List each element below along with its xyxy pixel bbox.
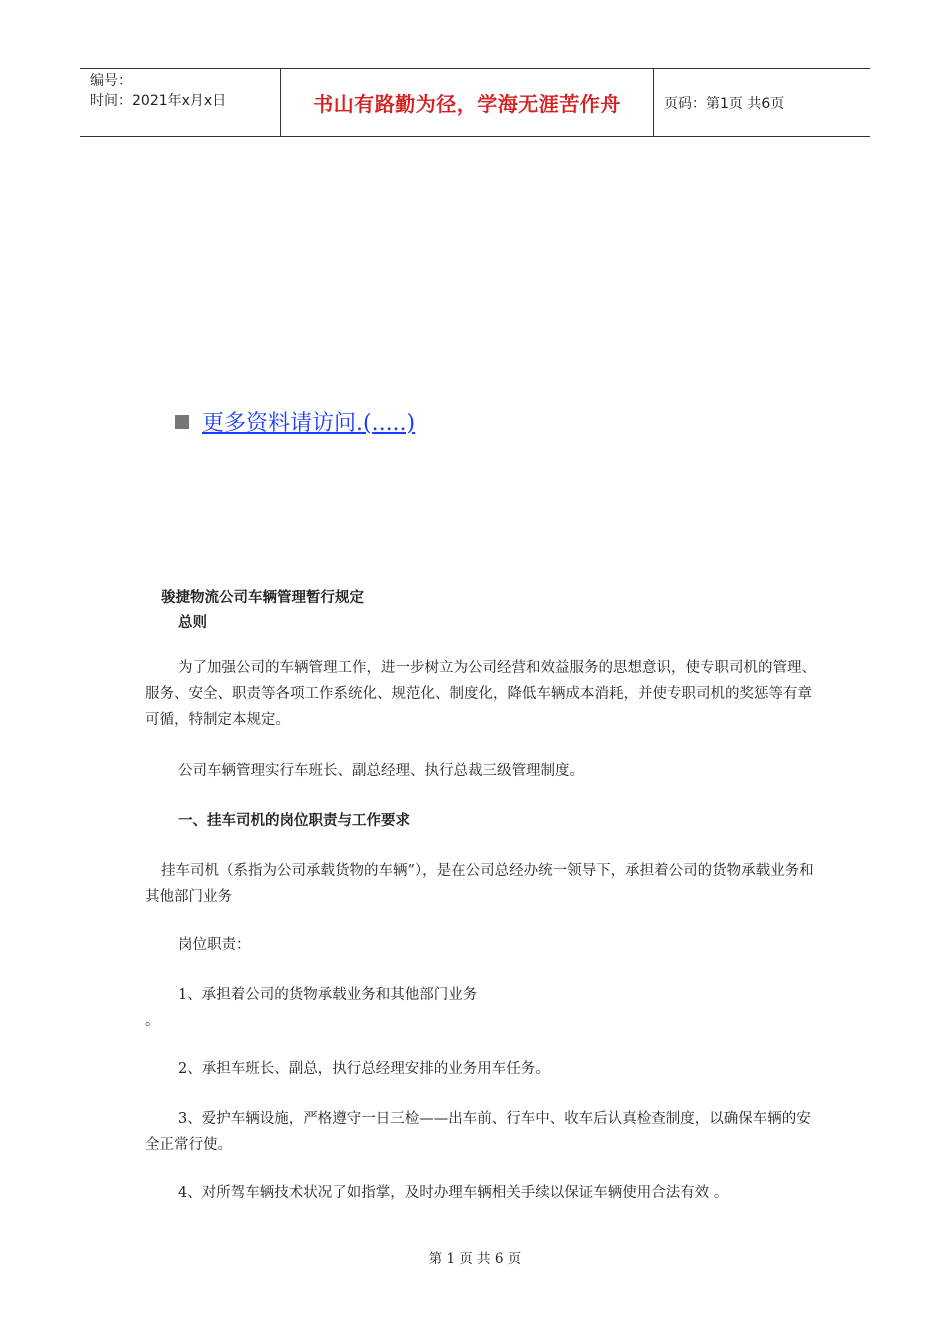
time-label: 时间：2021年x月x日 <box>90 93 227 109</box>
header-page-label: 页码：第1页 共6页 <box>664 95 785 112</box>
heading-driver-duties: 一、挂车司机的岗位职责与工作要求 <box>178 813 410 829</box>
section-title-general: 总则 <box>178 615 207 631</box>
duty-item-1-end: 。 <box>145 1013 160 1029</box>
duty-item-4: 4、对所驾车辆技术状况了如指掌，及时办理车辆相关手续以保证车辆使用合法有效 。 <box>178 1185 729 1201</box>
document-title: 骏捷物流公司车辆管理暂行规定 <box>161 590 364 606</box>
paragraph-driver-definition: 挂车司机（系指为公司承载货物的车辆”），是在公司总经办统一领导下，承担着公司的货物承载业务和其他部门业务 <box>145 863 814 905</box>
paragraph-purpose: 为了加强公司的车辆管理工作，进一步树立为公司经营和效益服务的思想意识，使专职司机的管理、服务、安全、职责等各项工作系统化、规范化、制度化，降低车辆成本消耗，并使专职司机的奖惩等有章可循，特制定本规定。 <box>145 660 816 728</box>
more-resources-link[interactable]: 更多资料请访问.(.....) <box>202 411 416 436</box>
page-footer: 第 1 页 共 6 页 <box>428 1251 522 1267</box>
header-page-cell <box>654 69 870 136</box>
duty-item-2: 2、承担车班长、副总，执行总经理安排的业务用车任务。 <box>178 1061 550 1077</box>
page-header <box>80 68 870 137</box>
paragraph-management-levels: 公司车辆管理实行车班长、副总经理、执行总裁三级管理制度。 <box>178 763 584 779</box>
number-label: 编号： <box>90 73 132 89</box>
resource-link-row <box>175 406 415 437</box>
header-meta <box>80 69 281 136</box>
header-motto-cell <box>281 69 654 136</box>
duty-item-1: 1、承担着公司的货物承载业务和其他部门业务 <box>178 987 478 1003</box>
duty-item-3: 3、爱护车辆设施，严格遵守一日三检——出车前、行车中、收车后认真检查制度，以确保车辆的安全正常行使。 <box>145 1111 811 1153</box>
header-motto: 书山有路勤为径，学海无涯苦作舟 <box>313 92 621 116</box>
paragraph-duties-label: 岗位职责： <box>178 937 251 953</box>
square-bullet-icon <box>175 415 189 429</box>
